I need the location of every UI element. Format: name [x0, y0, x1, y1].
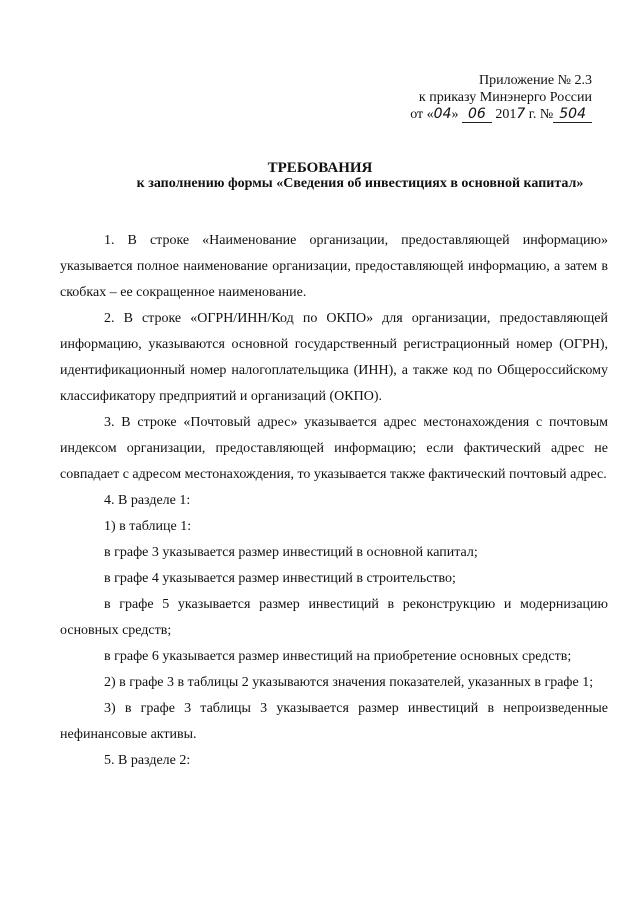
paragraph: в графе 6 указывается размер инвестиций на приобретение основных средств;	[104, 649, 572, 664]
document-title: ТРЕБОВАНИЯ	[267, 160, 373, 176]
paragraph: 5. В разделе 2:	[104, 753, 191, 768]
paragraph: в графе 3 указывается размер инвестиций в основной капитал;	[104, 545, 478, 560]
order-year-digit: 7	[516, 106, 526, 122]
appendix-number: Приложение № 2.3	[479, 73, 592, 88]
year-prefix: 201	[495, 107, 517, 122]
date-suffix: г. №	[525, 107, 554, 122]
paragraph: 2) в графе 3 в таблицы 2 указываются значения показателей, указанных в графе 1;	[104, 675, 594, 690]
order-number: 504	[553, 106, 592, 123]
appendix-header	[410, 72, 592, 123]
order-reference: к приказу Минэнерго России	[418, 90, 592, 105]
paragraph: в графе 4 указывается размер инвестиций в строительство;	[104, 571, 456, 586]
order-month: 06	[462, 106, 492, 123]
paragraph: 3. В строке «Почтовый адрес» указывается адрес местонахождения с почтовым индексом организации, предоставляющей информацию; если фактический адрес не совпадает с адресом местонахождения, то указывается также фактический почтовый адрес.	[60, 415, 608, 482]
paragraph: в графе 5 указывается размер инвестиций в реконструкцию и модернизацию основных средств;	[60, 597, 608, 638]
order-day: 04	[433, 106, 452, 122]
document-subtitle: к заполнению формы «Сведения об инвестициях в основной капитал»	[136, 176, 584, 191]
paragraph: 1. В строке «Наименование организации, предоставляющей информацию» указывается полное наименование организации, предоставляющей информацию, а затем в скобках – ее сокращенное наименование.	[60, 233, 608, 300]
paragraph: 4. В разделе 1:	[104, 493, 191, 508]
requirements-body	[60, 228, 608, 774]
date-mid: »	[451, 107, 459, 122]
order-date-line	[410, 106, 592, 123]
paragraph: 3) в графе 3 таблицы 3 указывается размер инвестиций в непроизведенные нефинансовые активы.	[60, 701, 608, 742]
paragraph: 2. В строке «ОГРН/ИНН/Код по ОКПО» для организации, предоставляющей информацию, указываются основной государственный регистрационный номер (ОГРН), идентификационный номер налогоплательщика (ИНН), а также код по Общероссийскому классификатору предприятий и организаций (ОКПО).	[60, 311, 608, 404]
paragraph: 1) в таблице 1:	[104, 519, 192, 534]
date-prefix: от «	[410, 107, 434, 122]
